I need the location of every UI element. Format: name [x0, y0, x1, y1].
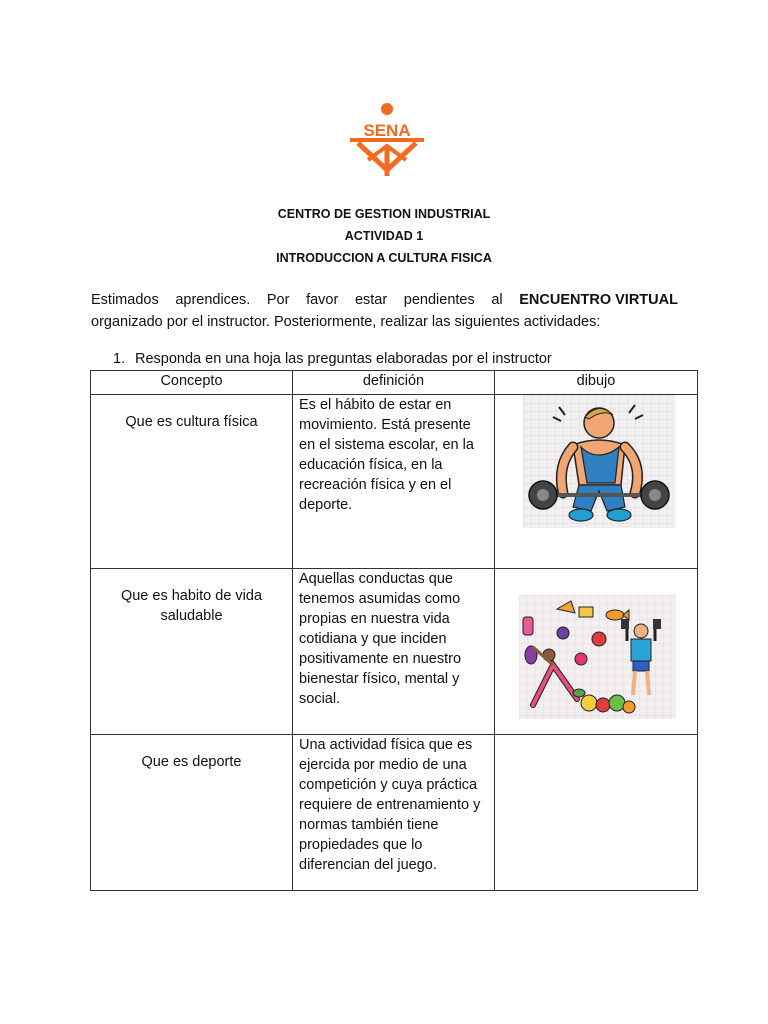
table-row [91, 735, 698, 891]
intro-word: Por [266, 292, 290, 308]
drawing-cell-empty [495, 735, 698, 891]
intro-word: favor [306, 292, 339, 308]
table-row [91, 395, 698, 569]
intro-word: pendientes [403, 292, 475, 308]
header-definicion: definición [293, 371, 495, 395]
svg-text:SENA: SENA [363, 121, 411, 140]
definition-cell: Una actividad física que es ejercida por medio de una competición y cuya práctica requiere de entrenamiento y normas también tiene propiedades que lo diferencian del juego. [293, 735, 495, 891]
concept-cell: Que es habito de vida saludable [91, 569, 293, 735]
definition-cell: Aquellas conductas que tenemos asumidas como propias en nuestra vida cotidiana y que inciden positivamente en nuestro bienestar físico, mental y social. [293, 569, 495, 735]
heading-activity: ACTIVIDAD 1 [344, 229, 424, 243]
instruction-item [113, 350, 673, 368]
heading-center: CENTRO DE GESTION INDUSTRIAL [277, 207, 491, 221]
intro-word: Estimados [91, 292, 159, 308]
header-dibujo: dibujo [495, 371, 698, 395]
definition-cell: Es el hábito de estar en movimiento. Está presente en el sistema escolar, en la educación física, en la recreación física y en el deporte. [293, 395, 495, 569]
drawing-cell [495, 569, 698, 735]
concept-cell: Que es cultura física [91, 395, 293, 569]
healthy-life-drawing [519, 595, 676, 719]
concepts-table [90, 370, 698, 891]
list-text: Responda en una hoja las preguntas elaboradas por el instructor [135, 351, 552, 367]
sena-logo [348, 102, 426, 178]
intro-word: al [491, 292, 503, 308]
table-row [91, 569, 698, 735]
intro-word: estar [354, 292, 388, 308]
intro-line-1 [91, 289, 678, 311]
intro-paragraph [91, 289, 678, 333]
header-concepto: Concepto [91, 371, 293, 395]
concept-cell: Que es deporte [91, 735, 293, 891]
table-header-row [91, 371, 698, 395]
heading-topic: INTRODUCCION A CULTURA FISICA [276, 251, 492, 265]
drawing-cell [495, 395, 698, 569]
intro-word: aprendices. [175, 292, 251, 308]
list-number: 1. [113, 351, 126, 367]
weightlifter-drawing [523, 395, 675, 528]
document-headings [0, 203, 768, 269]
intro-bold-event: ENCUENTRO VIRTUAL [519, 292, 678, 308]
intro-line-2: organizado por el instructor. Posteriormente, realizar las siguientes actividades: [91, 314, 601, 330]
